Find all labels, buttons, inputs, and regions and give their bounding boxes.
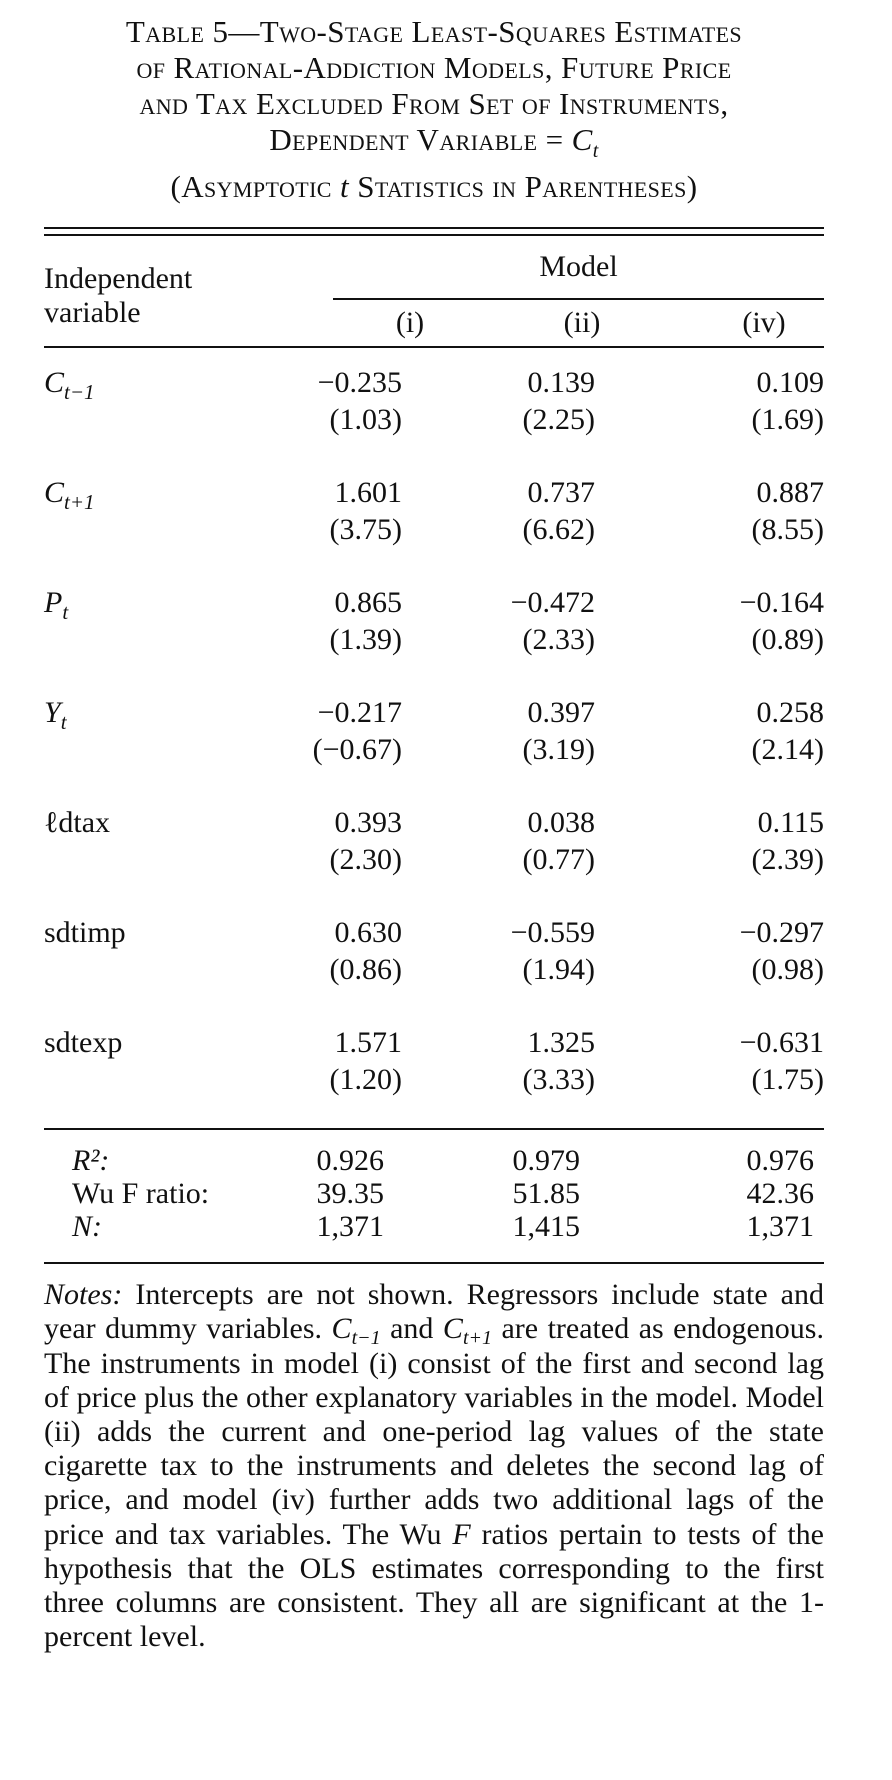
notes-var-3: F	[452, 1517, 471, 1551]
cell-model-i	[330, 914, 402, 988]
coefficient: 0.109	[756, 366, 824, 400]
title-paren-a: (Asymptotic	[170, 169, 341, 205]
notes-text-3: are treated as endogenous. The instruments in model (i) consist of the first and second lag of price plus the other explanatory variables in the model. Model (ii) adds the current and one-period lag values of the state cigarette tax to the instruments and deletes the second lag of price, and model (iv) further adds two additional lags of the price and tax variables. The Wu	[44, 1312, 824, 1551]
t-statistic: (2.33)	[522, 623, 595, 657]
cell-model-ii	[523, 804, 595, 878]
title-line-4	[44, 122, 824, 169]
cell-model-ii	[523, 474, 595, 548]
top-double-rule	[44, 227, 824, 236]
table-row	[44, 578, 824, 688]
coefficient: −0.164	[739, 586, 824, 620]
table-row	[44, 358, 824, 468]
coefficient: 0.258	[756, 696, 824, 730]
cell-model-i	[313, 694, 402, 768]
cell-model-ii	[511, 914, 595, 988]
header-independent-variable	[44, 262, 192, 330]
title-line-5	[44, 169, 824, 205]
table-row	[44, 688, 824, 798]
row-variable-sub: t+1	[64, 490, 95, 515]
t-statistic: (1.75)	[751, 1063, 824, 1097]
t-statistic: (1.69)	[751, 403, 824, 437]
title-dependent-var: C	[571, 122, 593, 157]
stat-value-i: 1,371	[316, 1210, 384, 1244]
notes-label: Notes:	[44, 1278, 123, 1312]
coefficient: 1.325	[527, 1026, 595, 1060]
row-variable-name: ℓdtax	[44, 806, 111, 840]
t-statistic: (−0.67)	[312, 733, 402, 767]
t-statistic: (1.39)	[329, 623, 402, 657]
coefficient: 0.115	[757, 806, 824, 840]
stat-value-ii: 51.85	[512, 1177, 580, 1211]
row-variable-name: sdtimp	[44, 916, 126, 950]
cell-model-ii	[523, 1024, 595, 1098]
cell-model-iv	[752, 364, 824, 438]
coefficient: 0.397	[527, 696, 595, 730]
cell-model-ii	[523, 364, 595, 438]
cell-model-i	[330, 1024, 402, 1098]
notes-text-4: ratios pertain to tests of the hypothesis that the OLS estimates corresponding to the first three columns are consistent. They all are significant at the 1-percent level.	[44, 1517, 824, 1654]
stat-label: N:	[72, 1210, 102, 1244]
table-row	[44, 908, 824, 1018]
stat-value-iv: 1,371	[746, 1210, 814, 1244]
t-statistic: (2.25)	[522, 403, 595, 437]
header-indep-line-1: Independent	[44, 262, 193, 296]
t-statistic: (8.55)	[751, 513, 824, 547]
t-statistic: (6.62)	[522, 513, 595, 547]
coefficient: 1.571	[334, 1026, 402, 1060]
coefficient: −0.559	[510, 916, 595, 950]
coefficient: −0.631	[739, 1026, 824, 1060]
stat-value-ii: 1,415	[512, 1210, 580, 1244]
table-header	[44, 236, 824, 346]
table-page	[44, 14, 824, 1654]
stat-value-ii: 0.979	[512, 1144, 580, 1178]
row-variable	[44, 584, 69, 625]
title-line-1: Table 5—Two-Stage Least-Squares Estimates	[125, 14, 743, 49]
cell-model-i	[330, 584, 402, 658]
notes-sub-1: t−1	[351, 1327, 381, 1350]
table-row	[44, 1018, 824, 1128]
row-variable-name: Y	[44, 696, 61, 730]
row-variable-sub: t−1	[64, 380, 95, 405]
bottom-rule	[44, 1262, 824, 1264]
coefficient: 0.393	[334, 806, 402, 840]
stat-value-i: 39.35	[316, 1177, 384, 1211]
notes-text-1: Intercepts are not shown. Regressors include state and year dummy variables.	[44, 1278, 824, 1346]
t-statistic: (0.89)	[751, 623, 824, 657]
t-statistic: (1.94)	[522, 953, 595, 987]
title-paren-b: Statistics in Parentheses)	[349, 169, 698, 205]
t-statistic: (3.75)	[329, 513, 402, 547]
t-statistic: (1.03)	[329, 403, 402, 437]
t-statistic: (3.19)	[522, 733, 595, 767]
cell-model-iv	[740, 1024, 824, 1098]
row-variable-name: sdtexp	[44, 1026, 123, 1060]
stat-row-r-squared	[44, 1144, 824, 1177]
column-header-iv: (iv)	[742, 306, 786, 340]
coefficient: −0.297	[739, 916, 824, 950]
cell-model-i	[318, 364, 402, 438]
row-variable	[44, 1024, 122, 1061]
row-variable-name: C	[44, 476, 65, 510]
coefficient: −0.217	[317, 696, 402, 730]
column-header-i: (i)	[395, 306, 425, 340]
notes-text-2: and	[380, 1312, 443, 1346]
notes-var-2: C	[442, 1312, 463, 1346]
header-indep-line-2: variable	[44, 296, 141, 330]
coefficient: 0.865	[334, 586, 402, 620]
stat-label: R²:	[72, 1144, 110, 1178]
cell-model-i	[330, 804, 402, 878]
cell-model-iv	[740, 914, 824, 988]
stat-row-n	[44, 1210, 824, 1243]
title-line-2: of Rational-Addiction Models, Future Price	[136, 50, 732, 85]
title-line-3: and Tax Excluded From Set of Instruments,	[139, 86, 729, 121]
row-variable	[44, 364, 95, 405]
coefficient: 0.887	[756, 476, 824, 510]
summary-statistics	[44, 1130, 824, 1262]
stat-value-iv: 42.36	[746, 1177, 814, 1211]
t-statistic: (2.14)	[751, 733, 824, 767]
cell-model-iv	[752, 694, 824, 768]
coefficient: 0.038	[527, 806, 595, 840]
model-span-rule	[333, 298, 824, 300]
t-statistic: (0.86)	[329, 953, 402, 987]
table-notes	[44, 1278, 824, 1654]
table-body	[44, 348, 824, 1128]
coefficient: 0.139	[527, 366, 595, 400]
cell-model-ii	[511, 584, 595, 658]
title-dependent-label: Dependent Variable =	[269, 122, 572, 157]
coefficient: 0.737	[527, 476, 595, 510]
t-statistic: (0.98)	[751, 953, 824, 987]
t-statistic: (3.33)	[522, 1063, 595, 1097]
coefficient: 0.630	[334, 916, 402, 950]
stat-value-iv: 0.976	[746, 1144, 814, 1178]
table-row	[44, 798, 824, 908]
coefficient: −0.472	[510, 586, 595, 620]
column-header-ii: (ii)	[563, 306, 601, 340]
table-title	[44, 14, 824, 205]
row-variable-sub: t	[62, 600, 69, 625]
table-row	[44, 468, 824, 578]
coefficient: −0.235	[317, 366, 402, 400]
row-variable-name: C	[44, 366, 65, 400]
cell-model-iv	[740, 584, 824, 658]
title-dependent-sub: t	[592, 140, 599, 163]
row-variable-sub: t	[60, 710, 67, 735]
t-statistic: (0.77)	[522, 843, 595, 877]
row-variable-name: P	[44, 586, 63, 620]
header-model-label: Model	[539, 250, 618, 284]
t-statistic: (2.30)	[329, 843, 402, 877]
cell-model-iv	[752, 474, 824, 548]
notes-var-1: C	[331, 1312, 352, 1346]
t-statistic: (1.20)	[329, 1063, 402, 1097]
title-paren-t: t	[340, 169, 350, 205]
notes-sub-2: t+1	[462, 1327, 492, 1350]
stat-label: Wu F ratio:	[72, 1177, 210, 1211]
cell-model-iv	[752, 804, 824, 878]
row-variable	[44, 694, 67, 735]
coefficient: 1.601	[334, 476, 402, 510]
cell-model-i	[330, 474, 402, 548]
t-statistic: (2.39)	[751, 843, 824, 877]
cell-model-ii	[523, 694, 595, 768]
stat-value-i: 0.926	[316, 1144, 384, 1178]
row-variable	[44, 914, 126, 951]
stat-row-wu-f	[44, 1177, 824, 1210]
row-variable	[44, 804, 110, 841]
row-variable	[44, 474, 95, 515]
